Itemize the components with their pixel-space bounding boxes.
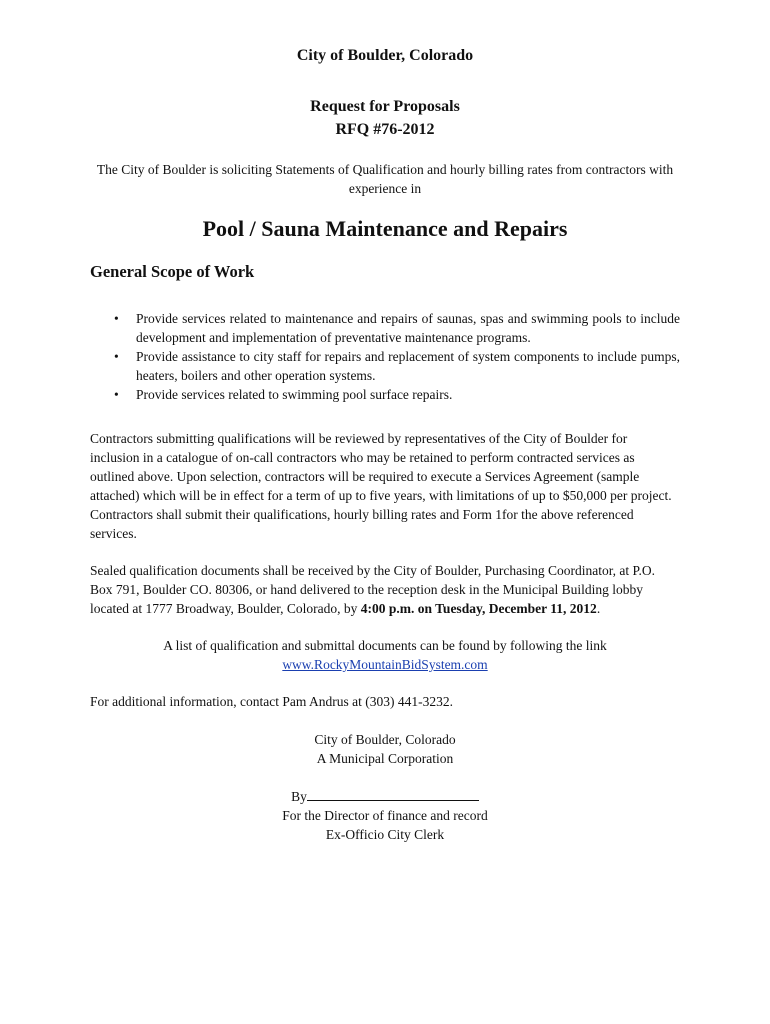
submission-deadline: 4:00 p.m. on Tuesday, December 11, 2012 — [360, 601, 597, 616]
signature-blank — [307, 787, 479, 801]
list-item — [90, 347, 680, 385]
submission-paragraph — [90, 561, 680, 618]
scope-heading: General Scope of Work — [90, 262, 255, 281]
bullet-icon: • — [114, 349, 119, 364]
link-paragraph — [90, 636, 680, 674]
list-item-text: Provide assistance to city staff for repairs and replacement of system components to include pumps, heaters, boilers and other operation systems. — [136, 349, 680, 383]
link-intro: A list of qualification and submittal documents can be found by following the link — [163, 638, 607, 653]
submission-suffix: . — [596, 601, 601, 616]
list-item — [90, 385, 680, 404]
bullet-icon: • — [114, 311, 119, 326]
signature-director: For the Director of finance and record — [282, 808, 488, 823]
rfp-title-block — [0, 95, 770, 141]
review-paragraph: Contractors submitting qualifications will be reviewed by representatives of the City of Boulder for inclusion in a catalogue of on-call contractors who may be retained to perform contracted services as outlined above. Upon selection, contractors will be required to execute a Services Agreement (sample attached) which will be in effect for a term of up to five years, with limitations of up to $50,000 per project. Contractors shall submit their qualifications, hourly billing rates and Form 1for the above referenced services. — [90, 431, 672, 541]
signature-clerk: Ex-Officio City Clerk — [325, 827, 445, 842]
city-header: City of Boulder, Colorado — [296, 47, 474, 64]
rfp-title: Request for Proposals — [310, 98, 460, 115]
page-title: Pool / Sauna Maintenance and Repairs — [202, 216, 568, 241]
signature-city: City of Boulder, Colorado — [314, 732, 456, 747]
signature-block — [0, 787, 770, 844]
by-label: By — [291, 789, 307, 804]
rfq-number: RFQ #76-2012 — [335, 121, 435, 138]
list-item-text: Provide services related to swimming pool surface repairs. — [136, 387, 453, 402]
list-item-text: Provide services related to maintenance and repairs of saunas, spas and swimming pools to include development and implementation of preventative maintenance programs. — [136, 311, 680, 345]
bid-system-link[interactable]: www.RockyMountainBidSystem.com — [282, 657, 488, 672]
bullet-icon: • — [114, 387, 119, 402]
contact-paragraph: For additional information, contact Pam Andrus at (303) 441-3232. — [90, 694, 453, 709]
signature-corporation: A Municipal Corporation — [316, 751, 454, 766]
submission-text: Sealed qualification documents shall be received by the City of Boulder, Purchasing Coordinator, at P.O. Box 791, Boulder CO. 80306, or hand delivered to the reception desk in the Municipal Building lobby located at 1777 Broadway, Boulder, Colorado, by — [90, 563, 656, 616]
scope-list — [90, 309, 680, 404]
signature-entity — [0, 730, 770, 768]
signature-line — [0, 787, 770, 806]
list-item — [90, 309, 680, 347]
intro-text: The City of Boulder is soliciting Statements of Qualification and hourly billing rates from contractors with experience in — [96, 162, 674, 196]
